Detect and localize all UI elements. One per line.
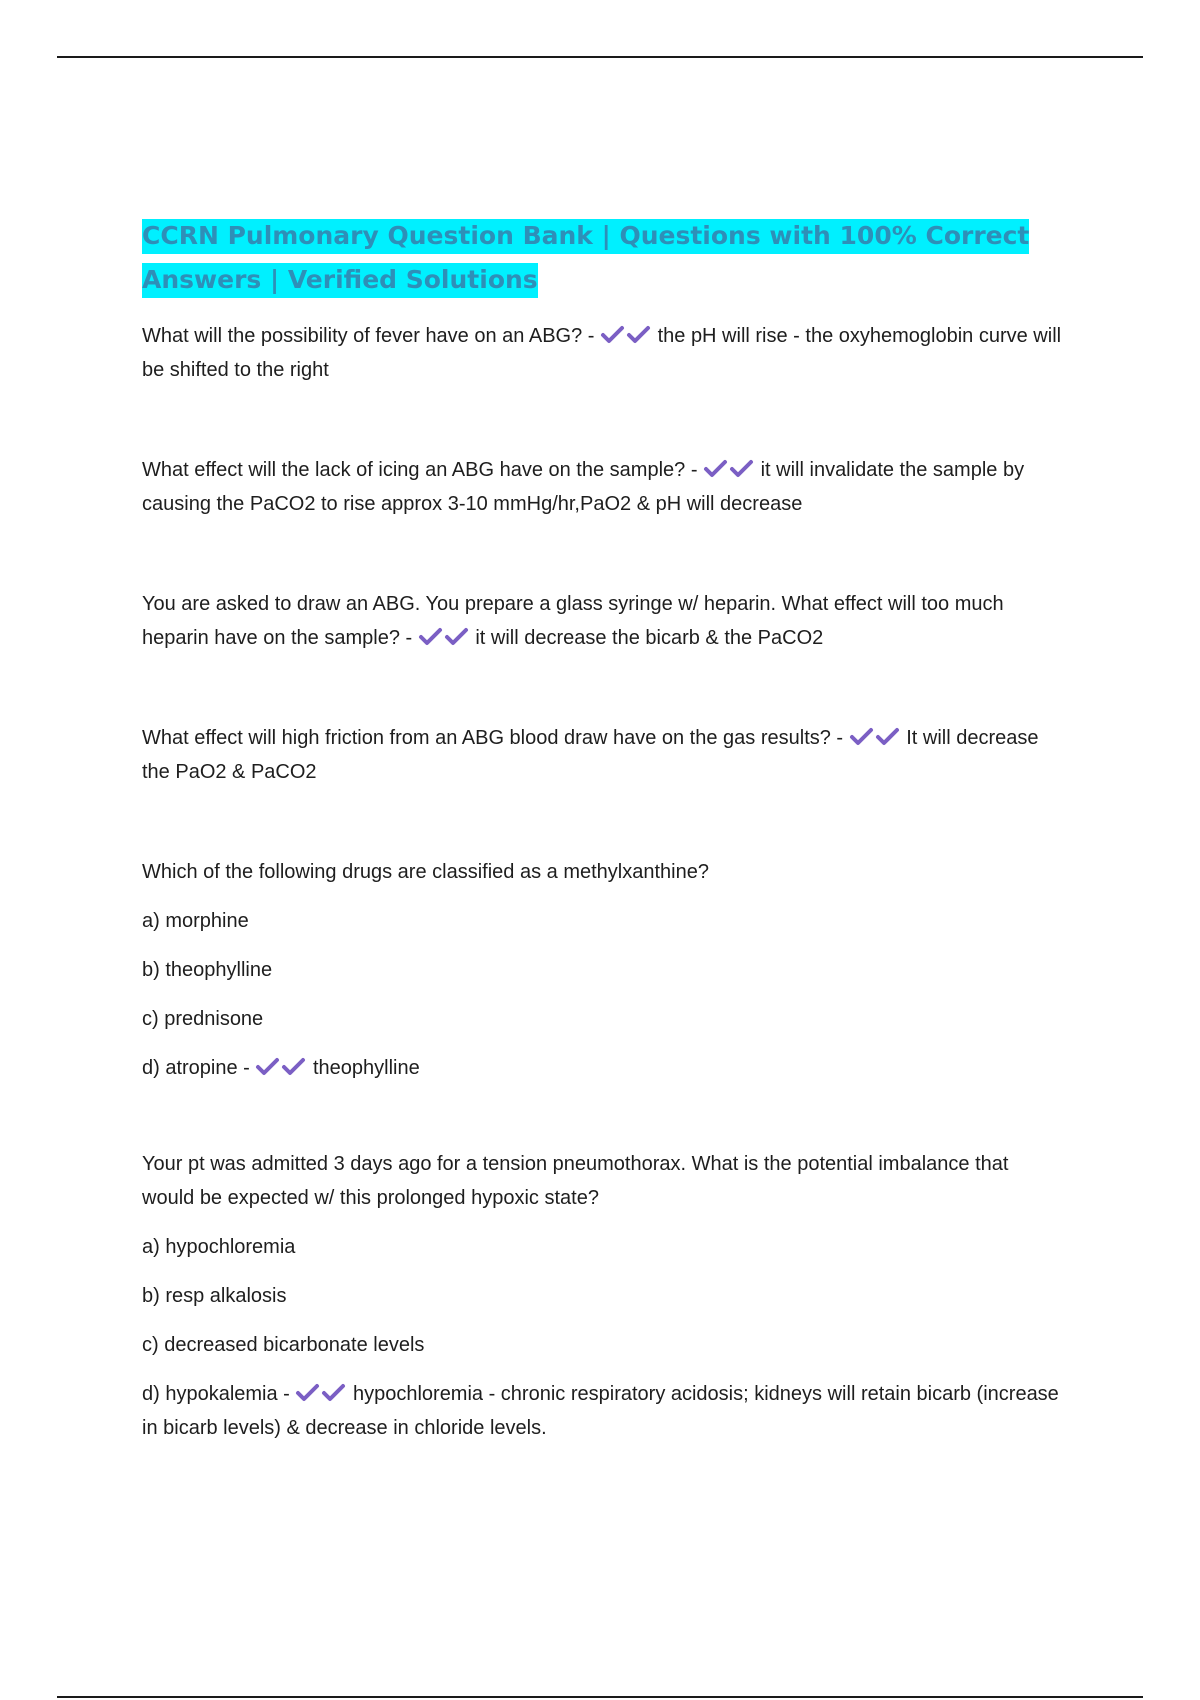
check-icon (281, 1057, 307, 1077)
check-icon (875, 727, 901, 747)
answer-text: it will decrease the bicarb & the PaCO2 (475, 627, 824, 649)
document-body (142, 214, 1062, 1445)
qa-item (142, 453, 1062, 521)
question-text: You are asked to draw an ABG. You prepare a glass syringe w/ heparin. What effect will too much heparin have on the sample? - (142, 593, 1004, 649)
qa-item (142, 855, 1062, 1085)
qa-item (142, 587, 1062, 655)
check-icon (321, 1383, 347, 1403)
answer-text: hypochloremia - chronic respiratory acidosis; kidneys will retain bicarb (increase in bicarb levels) & decrease in chloride levels. (142, 1383, 1059, 1439)
title-line-2: Answers | Verified Solutions (142, 263, 538, 298)
option-c: c) decreased bicarbonate levels (142, 1334, 425, 1356)
qa-item (142, 721, 1062, 789)
question-text: What effect will the lack of icing an ABG have on the sample? - (142, 459, 698, 481)
question-text: Your pt was admitted 3 days ago for a tension pneumothorax. What is the potential imbalance that would be expected w/ this prolonged hypoxic state? (142, 1153, 1009, 1209)
option-b: b) resp alkalosis (142, 1285, 287, 1307)
option-d (142, 1051, 1062, 1085)
check-icon (626, 325, 652, 345)
check-icon (255, 1057, 281, 1077)
option-a: a) morphine (142, 910, 249, 932)
option-d-text: d) hypokalemia - (142, 1383, 290, 1405)
check-icon (418, 627, 444, 647)
option-b: b) theophylline (142, 959, 273, 981)
answer-text: it will invalidate the sample by causing the PaCO2 to rise approx 3-10 mmHg/hr,PaO2 & pH will decrease (142, 459, 1025, 515)
question-text: What will the possibility of fever have on an ABG? - (142, 325, 595, 347)
option-d (142, 1377, 1062, 1445)
option-a: a) hypochloremia (142, 1236, 296, 1258)
qa-item (142, 1147, 1062, 1445)
check-icon (729, 459, 755, 479)
answer-text: It will decrease the PaO2 & PaCO2 (142, 727, 1039, 783)
option-c: c) prednisone (142, 1008, 264, 1030)
header-rule (57, 56, 1143, 58)
option-d-text: d) atropine - (142, 1057, 250, 1079)
qa-item (142, 319, 1062, 387)
check-icon (703, 459, 729, 479)
answer-text: the pH will rise - the oxyhemoglobin curve will be shifted to the right (142, 325, 1062, 381)
question-text: What effect will high friction from an ABG blood draw have on the gas results? - (142, 727, 844, 749)
footer-rule (57, 1696, 1143, 1698)
answer-text: theophylline (312, 1057, 420, 1079)
document-title (142, 214, 1062, 302)
question-text: Which of the following drugs are classified as a methylxanthine? (142, 861, 709, 883)
check-icon (295, 1383, 321, 1403)
check-icon (444, 627, 470, 647)
check-icon (600, 325, 626, 345)
check-icon (849, 727, 875, 747)
title-line-1: CCRN Pulmonary Question Bank | Questions with 100% Correct (142, 219, 1029, 254)
